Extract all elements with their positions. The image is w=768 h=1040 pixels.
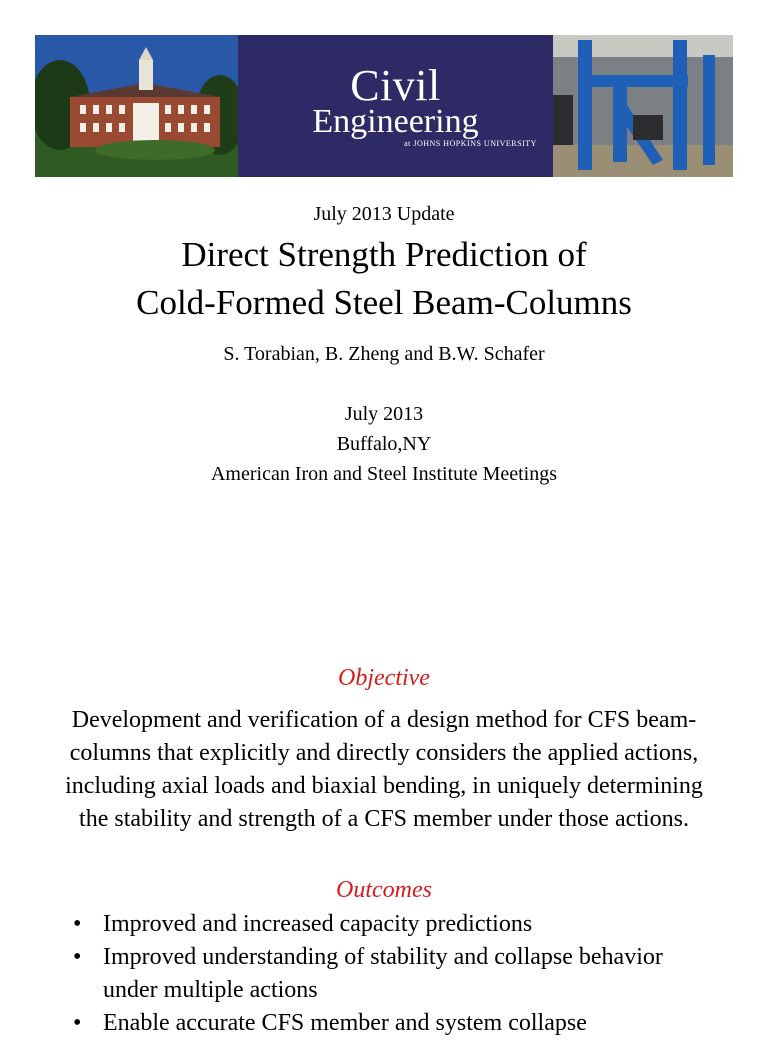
list-item: • Enable accurate CFS member and system collapse (73, 1007, 713, 1040)
outcomes-list (73, 908, 713, 1040)
list-item: • Improved understanding of stability and collapse behavior under multiple actions (73, 941, 713, 1007)
logo-civil: Civil (350, 60, 441, 110)
title-line-2: Cold-Formed Steel Beam-Columns (136, 283, 632, 322)
campus-building-photo (35, 35, 238, 177)
title-line-1: Direct Strength Prediction of (181, 235, 587, 274)
header-banner (35, 35, 733, 177)
logo-university: at JOHNS HOPKINS UNIVERSITY (404, 138, 537, 148)
list-item: • Improved and increased capacity predictions (73, 908, 713, 941)
authors: S. Torabian, B. Zheng and B.W. Schafer (223, 343, 545, 365)
objective-heading: Objective (338, 665, 430, 691)
logo-engineering: Engineering (312, 102, 479, 140)
outcomes-heading: Outcomes (336, 877, 432, 903)
civil-engineering-logo (238, 35, 553, 177)
update-label: July 2013 Update (313, 203, 455, 225)
steel-test-rig-photo (553, 35, 733, 177)
date: July 2013 (344, 403, 424, 425)
objective-text: Development and verification of a design method for CFS beam-columns that explicitly and directly considers the applied actions, including axial loads and biaxial bending, in uniquely determining the stability and strength of a CFS member under those actions. (65, 707, 703, 832)
location: Buffalo,NY (336, 433, 432, 455)
meeting-name: American Iron and Steel Institute Meetings (210, 463, 557, 485)
